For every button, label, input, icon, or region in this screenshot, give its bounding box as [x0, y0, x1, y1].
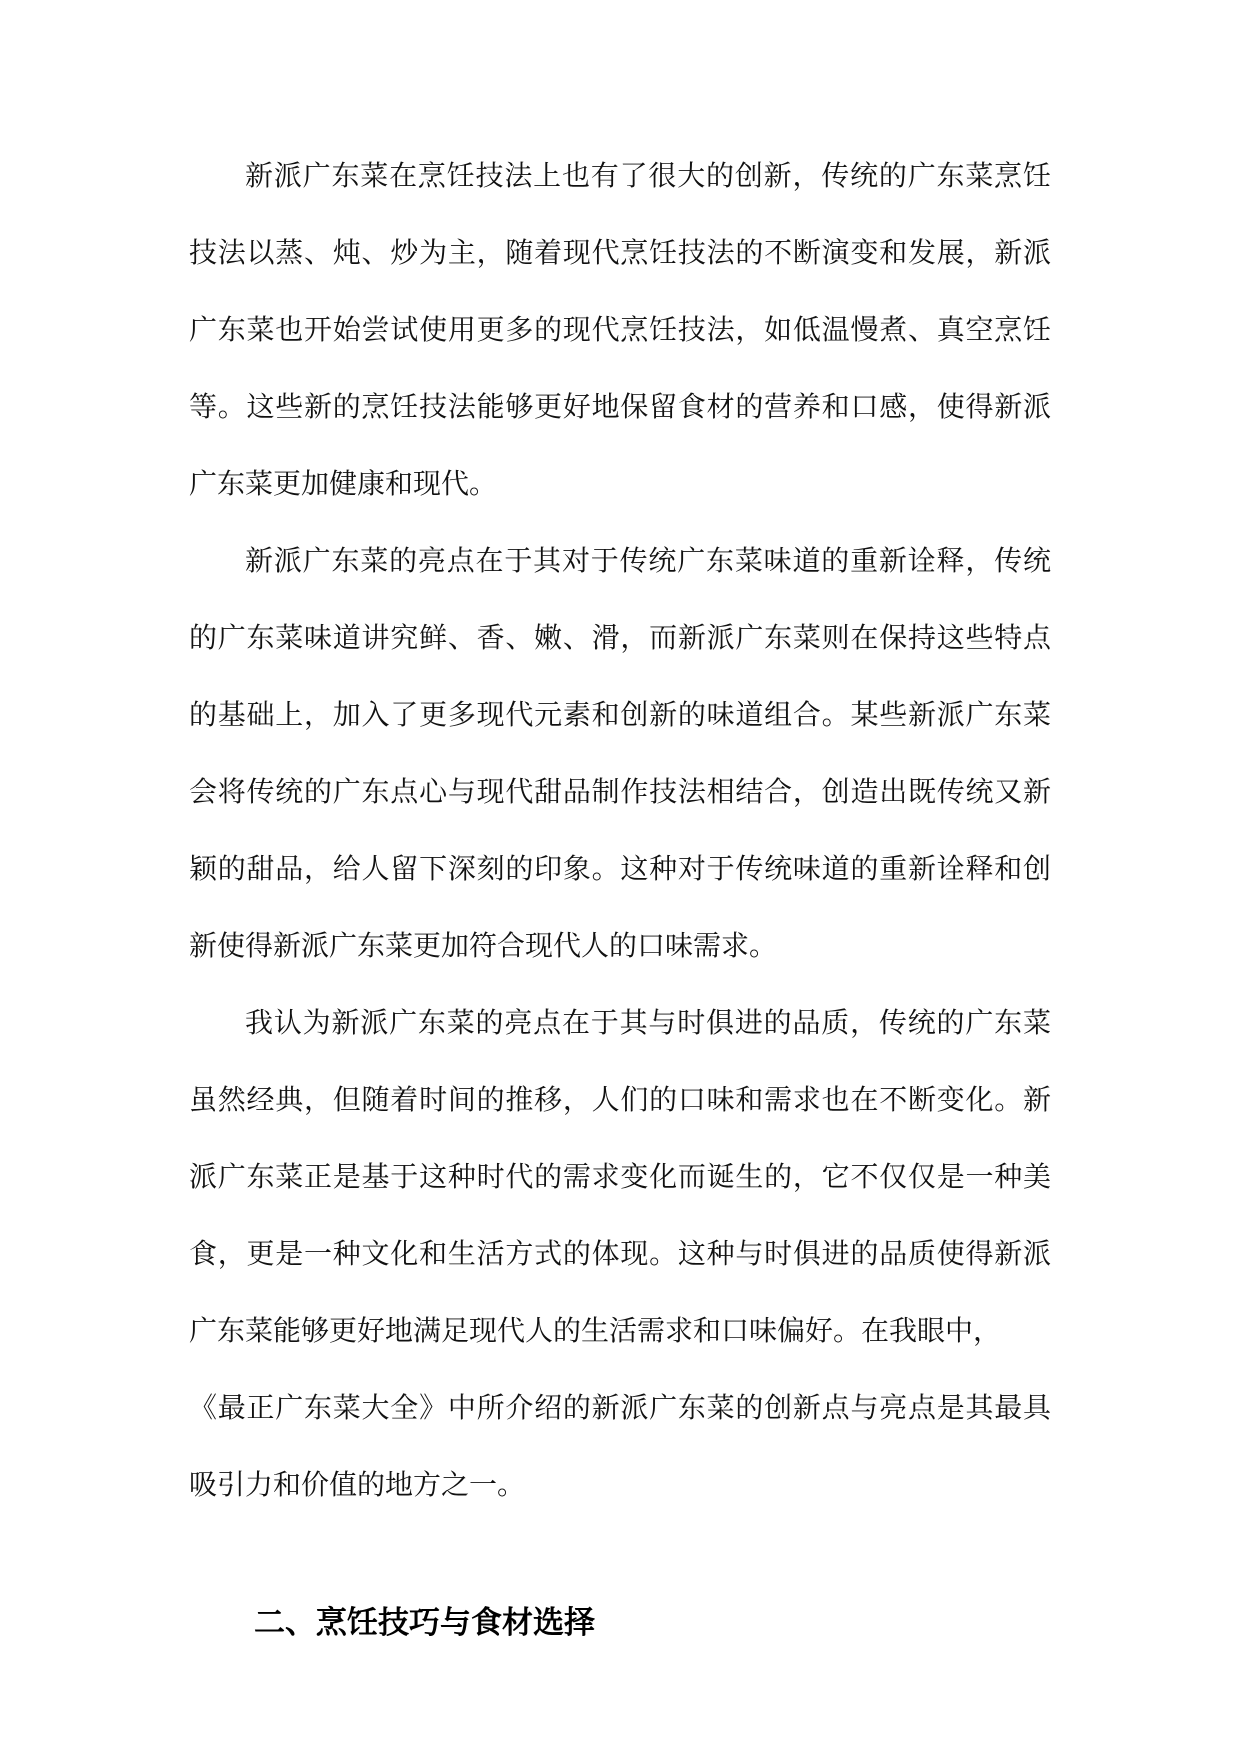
- paragraph-modern-quality: [189, 984, 1051, 1523]
- paragraph-modern-quality-part1: 我认为新派广东菜的亮点在于其与时俱进的品质，传统的广东菜虽然经典，但随着时间的推移，人们的口味和需求也在不断变化。新派广东菜正是基于这种时代的需求变化而诞生的，它不仅仅是一种美食，更是一种文化和生活方式的体现。这种与时俱进的品质使得新派广东菜能够更好地满足现代人的生活需求和口味偏好。在我眼中，: [189, 1006, 1051, 1347]
- section-heading: 二、烹饪技巧与食材选择: [254, 1605, 595, 1641]
- paragraph-modern-quality-part2: 《最正广东菜大全》中所介绍的新派广东菜的创新点与亮点是其最具吸引力和价值的地方之一。: [189, 1391, 1051, 1501]
- body-text: [189, 137, 1051, 1523]
- paragraph-cooking-techniques: 新派广东菜在烹饪技法上也有了很大的创新，传统的广东菜烹饪技法以蒸、炖、炒为主，随着现代烹饪技法的不断演变和发展，新派广东菜也开始尝试使用更多的现代烹饪技法，如低温慢煮、真空烹饪等。这些新的烹饪技法能够更好地保留食材的营养和口感，使得新派广东菜更加健康和现代。: [189, 159, 1051, 500]
- paragraph-flavor-reinterpretation: 新派广东菜的亮点在于其对于传统广东菜味道的重新诠释，传统的广东菜味道讲究鲜、香、嫩、滑，而新派广东菜则在保持这些特点的基础上，加入了更多现代元素和创新的味道组合。某些新派广东菜会将传统的广东点心与现代甜品制作技法相结合，创造出既传统又新颖的甜品，给人留下深刻的印象。这种对于传统味道的重新诠释和创新使得新派广东菜更加符合现代人的口味需求。: [189, 544, 1051, 962]
